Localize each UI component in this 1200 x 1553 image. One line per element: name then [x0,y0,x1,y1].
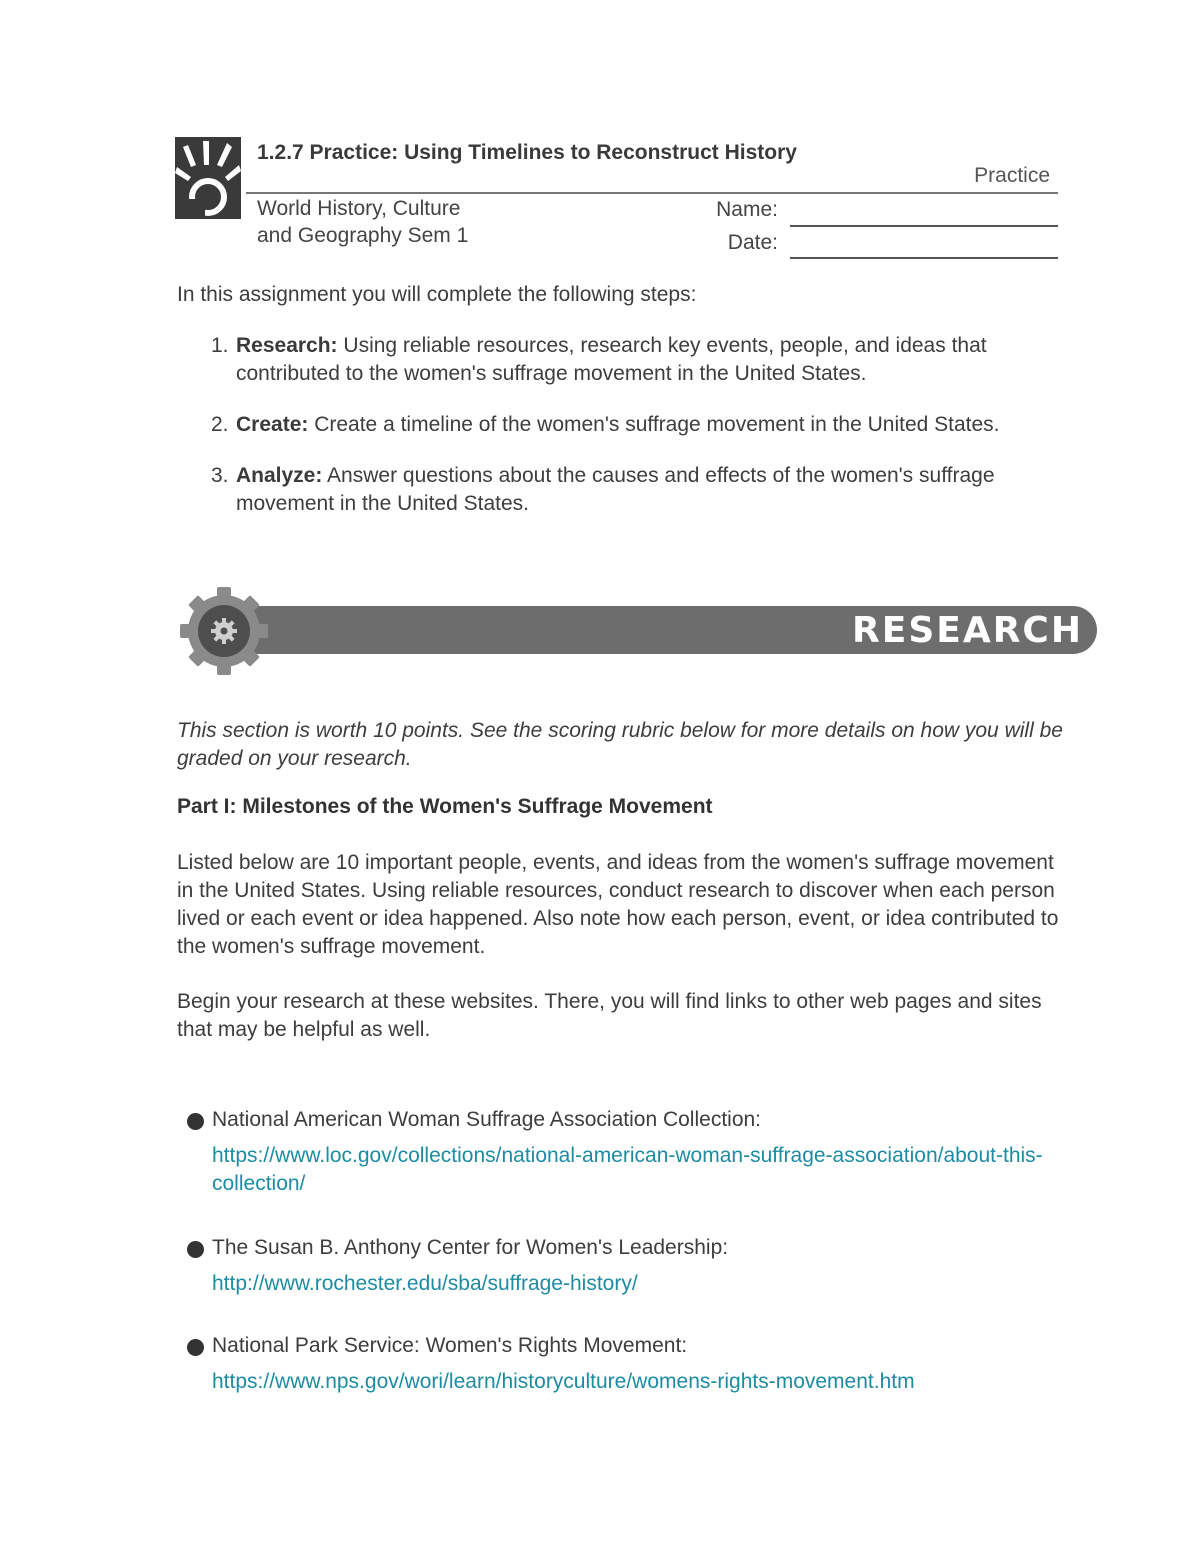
resource-link[interactable]: https://www.loc.gov/collections/national-american-woman-suffrage-association/about-this-collection/ [212,1144,1043,1195]
resource-link[interactable]: http://www.rochester.edu/sba/suffrage-history/ [212,1272,638,1295]
resource-name: National Park Service: Women's Rights Movement: [212,1334,688,1357]
resource-link[interactable]: https://www.nps.gov/wori/learn/historyculture/womens-rights-movement.htm [212,1370,915,1393]
name-field[interactable] [790,225,1058,227]
course-line-1: World History, Culture [257,197,461,220]
page-title: 1.2.7 Practice: Using Timelines to Reconstruct History [257,141,797,164]
course-line-2: and Geography Sem 1 [257,224,469,247]
sunburst-logo-icon [175,137,241,219]
step-label: Research: [236,334,338,357]
websites-intro-paragraph: Begin your research at these websites. There, you will find links to other web pages and sites that may be helpful as well. [177,990,1042,1041]
bullet-icon [187,1241,204,1258]
resource-name: National American Woman Suffrage Association Collection: [212,1108,762,1131]
steps-list [177,332,1067,541]
part-heading: Part I: Milestones of the Women's Suffrage Movement [177,795,713,818]
document-type-label: Practice [974,164,1050,187]
instructions-paragraph: Listed below are 10 important people, events, and ideas from the women's suffrage movement in the United States. Using reliable resources, conduct research to discover when each person lived or each event or idea happened. Also note how each person, event, or idea contributed to the women's suffrage movement. [177,851,1059,958]
step-label: Create: [236,413,309,436]
intro-text: In this assignment you will complete the following steps: [177,283,697,306]
step-text: Using reliable resources, research key events, people, and ideas that contributed to the women's suffrage movement in the United States. [236,334,987,385]
step-item [177,462,1067,518]
date-label: Date: [727,231,778,254]
bullet-icon [187,1339,204,1356]
step-number: 1. [211,334,229,357]
gear-icon [180,587,268,675]
resource-name: The Susan B. Anthony Center for Women's Leadership: [212,1236,729,1259]
course-name [257,195,577,249]
step-text: Create a timeline of the women's suffrage movement in the United States. [308,413,1000,436]
step-item [177,332,1067,388]
name-label: Name: [716,198,778,221]
step-number: 2. [211,413,229,436]
points-note: This section is worth 10 points. See the scoring rubric below for more details on how you will be graded on your research. [177,719,1063,770]
step-number: 3. [211,464,229,487]
step-text: Answer questions about the causes and effects of the women's suffrage movement in the United States. [236,464,995,515]
banner-title: RESEARCH [852,610,1083,651]
date-field[interactable] [790,257,1058,259]
step-label: Analyze: [236,464,323,487]
header-divider [246,192,1058,194]
step-item [177,411,1067,439]
bullet-icon [187,1113,204,1130]
